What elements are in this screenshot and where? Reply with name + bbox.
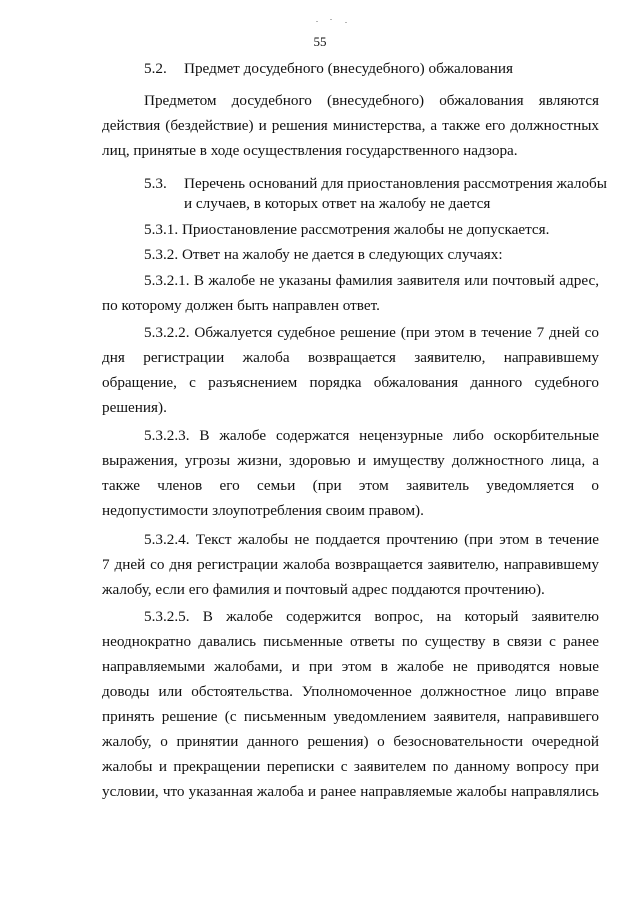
paragraph-line: Предметом досудебного (внесудебного) обжалования являются <box>144 92 599 109</box>
paragraph-line: 5.3.2.4. Текст жалобы не поддается прочтению (при этом в течение <box>144 531 599 548</box>
paragraph-line: обращение, с разъяснением порядка обжалования данного судебного <box>102 374 599 391</box>
paragraph-line: по которому должен быть направлен ответ. <box>102 297 380 314</box>
paragraph-line: 5.3.2.2. Обжалуется судебное решение (при этом в течение 7 дней со <box>144 324 599 341</box>
paragraph-5-3-1 <box>102 217 599 242</box>
paragraph-line: условии, что указанная жалоба и ранее направляемые жалобы направлялись <box>102 783 599 800</box>
scan-speck <box>316 21 318 22</box>
paragraph-line: также членов его семьи (при этом заявитель уведомляется о <box>102 477 599 494</box>
paragraph-line: недопустимости злоупотребления своим правом). <box>102 502 424 519</box>
section-number: 5.3. <box>144 175 167 192</box>
paragraph-5-3-2-1 <box>102 268 599 318</box>
paragraph-line: неоднократно давались письменные ответы по существу в связи с ранее <box>102 633 599 650</box>
scan-speck <box>330 19 332 20</box>
page-number: 55 <box>313 34 327 49</box>
paragraph-line: 5.3.2.5. В жалобе содержится вопрос, на который заявителю <box>144 608 599 625</box>
paragraph-line: 5.3.1. Приостановление рассмотрения жалобы не допускается. <box>144 221 550 238</box>
paragraph-line: 5.3.2. Ответ на жалобу не дается в следующих случаях: <box>144 246 503 263</box>
paragraph-5-3-2 <box>102 242 599 267</box>
paragraph-line: дня регистрации жалоба возвращается заявителю, направившему <box>102 349 599 366</box>
paragraph-line: жалобы и прекращении переписки с заявителем по данному вопросу при <box>102 758 599 775</box>
section-number: 5.2. <box>144 60 167 77</box>
paragraph-5-3-2-2 <box>102 320 599 420</box>
paragraph-5-3-2-4 <box>102 527 599 602</box>
paragraph-line: доводы или обстоятельства. Уполномоченное должностное лицо вправе <box>102 683 599 700</box>
paragraph-line: жалобу, о принятии данного решения) о безосновательности очередной <box>102 733 599 750</box>
paragraph-line: направляемыми жалобами, и при этом в жалобе не приводятся новые <box>102 658 599 675</box>
section-title-line: и случаев, в которых ответ на жалобу не дается <box>184 195 491 212</box>
section-5-3-heading <box>144 174 607 214</box>
paragraph-line: действия (бездействие) и решения министерства, а также его должностных <box>102 117 599 134</box>
paragraph-line: 5.3.2.3. В жалобе содержатся нецензурные либо оскорбительные <box>144 427 599 444</box>
paragraph-line: жалобу, если его фамилия и почтовый адрес поддаются прочтению). <box>102 581 545 598</box>
paragraph-line: принять решение (с письменным уведомлением заявителя, направившего <box>102 708 599 725</box>
paragraph-line: выражения, угрозы жизни, здоровью и имуществу должностного лица, а <box>102 452 599 469</box>
paragraph-line: решения). <box>102 399 167 416</box>
paragraph-5-3-2-5 <box>102 604 599 804</box>
section-5-2-paragraph <box>102 88 599 163</box>
section-title: Предмет досудебного (внесудебного) обжалования <box>184 60 513 77</box>
scan-speck <box>345 22 347 23</box>
paragraph-line: 5.3.2.1. В жалобе не указаны фамилия заявителя или почтовый адрес, <box>144 272 599 289</box>
paragraph-line: 7 дней со дня регистрации жалоба возвращается заявителю, направившему <box>102 556 599 573</box>
paragraph-line: лиц, принятые в ходе осуществления государственного надзора. <box>102 142 518 159</box>
section-title-line: Перечень оснований для приостановления рассмотрения жалобы <box>184 175 607 192</box>
paragraph-5-3-2-3 <box>102 423 599 523</box>
section-5-2-heading <box>144 60 513 78</box>
